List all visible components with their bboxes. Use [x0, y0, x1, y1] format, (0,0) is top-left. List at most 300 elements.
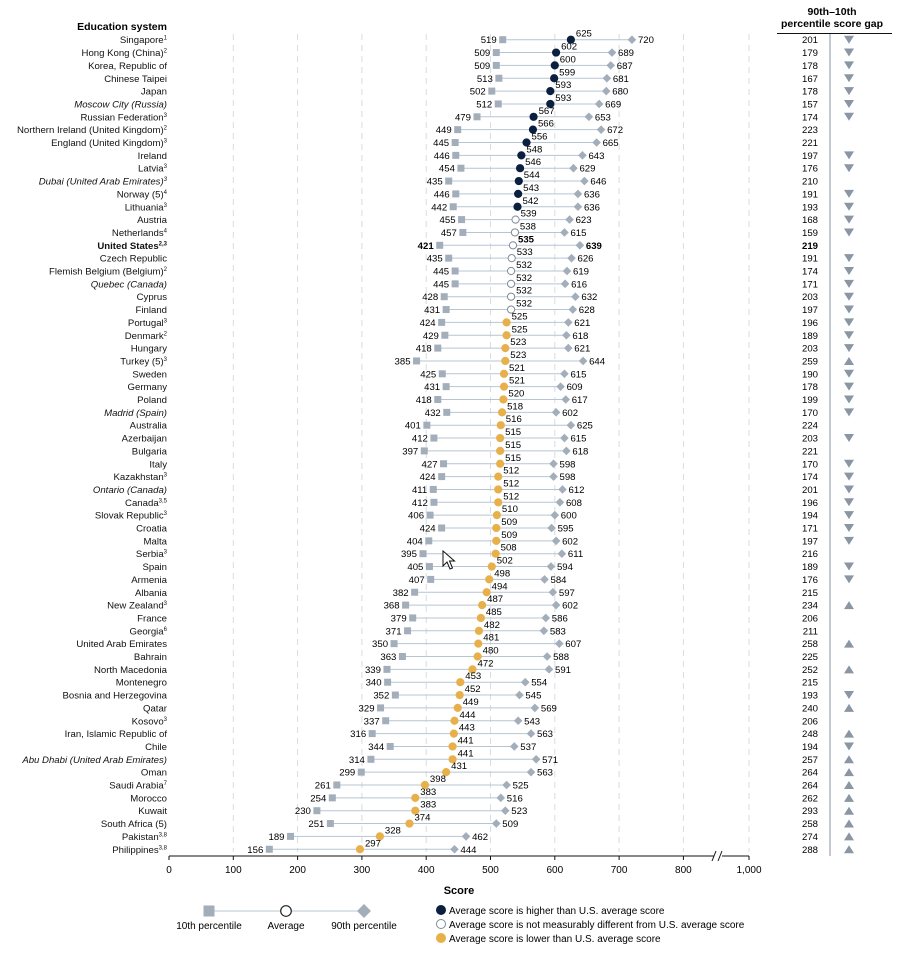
p10-label: 513: [476, 73, 493, 85]
p90-label: 672: [607, 125, 624, 137]
gap-value: 170: [801, 407, 818, 419]
row-label-name: Lithuania: [124, 202, 164, 214]
p90-label: 619: [573, 266, 590, 278]
row-label: [125, 331, 168, 342]
row-label-footnote: 4: [163, 228, 167, 235]
triangle-down-icon: [844, 370, 854, 378]
gap-value: 174: [801, 112, 818, 124]
row-label-name: Sweden: [132, 369, 167, 381]
p10-marker: [445, 255, 452, 262]
p90-marker: [549, 459, 558, 468]
average-label: 532: [516, 285, 533, 297]
p10-label: 435: [426, 176, 443, 188]
average-marker: [500, 370, 507, 377]
p90-marker: [532, 755, 541, 764]
average-marker: [503, 332, 510, 339]
p90-marker: [450, 845, 459, 854]
row-label-name: Poland: [137, 395, 167, 406]
average-label: 510: [501, 504, 518, 516]
p90-marker: [552, 537, 561, 546]
row-label: [120, 356, 167, 367]
average-label: 482: [483, 619, 500, 631]
p90-marker: [462, 832, 471, 841]
p10-label: 407: [408, 574, 425, 586]
x-tick-label: 500: [482, 865, 499, 876]
average-marker: [500, 396, 507, 403]
gap-value: 194: [801, 741, 818, 753]
p90-marker: [527, 768, 536, 777]
p10-marker: [383, 666, 390, 673]
p10-marker: [327, 820, 334, 827]
gap-value: 206: [801, 613, 818, 625]
p10-marker: [419, 550, 426, 557]
p90-marker: [571, 292, 580, 301]
triangle-down-icon: [844, 537, 854, 545]
average-marker: [495, 499, 502, 506]
p90-label: 665: [602, 138, 619, 149]
data-row: [100, 247, 854, 265]
row-label-name: Denmark: [124, 330, 164, 342]
p90-marker: [560, 370, 569, 379]
p10-label: 339: [364, 664, 381, 676]
data-row: [97, 234, 818, 252]
axis-break-mark: [718, 851, 722, 861]
average-label: 487: [487, 594, 504, 606]
p10-label: 344: [368, 741, 385, 753]
p10-label: 411: [411, 484, 428, 496]
p90-marker: [555, 639, 564, 648]
row-label-footnote: 3,5: [158, 498, 167, 505]
p10-marker: [443, 306, 450, 313]
gap-value: 174: [801, 472, 818, 484]
p10-label: 412: [411, 497, 428, 509]
p10-label: 254: [310, 793, 327, 805]
average-marker: [479, 602, 486, 609]
row-label-name: Qatar: [143, 703, 167, 715]
legend-avg-label: Average: [267, 921, 305, 932]
p90-marker: [552, 408, 561, 417]
p90-label: 615: [570, 227, 587, 239]
p90-label: 509: [502, 819, 519, 831]
row-label-name: Azerbaijan: [121, 433, 167, 445]
row-label: [114, 472, 168, 483]
p10-marker: [421, 447, 428, 454]
p90-label: 628: [578, 305, 595, 317]
p90-label: 594: [556, 562, 573, 574]
p90-label: 636: [583, 189, 600, 201]
data-row: [51, 132, 818, 150]
average-label: 383: [420, 799, 437, 811]
row-label: [136, 305, 167, 316]
data-row: [143, 697, 854, 715]
gap-value: 194: [801, 510, 818, 522]
row-header: Education system: [77, 21, 167, 33]
p10-label: 425: [420, 369, 437, 381]
row-label-footnote: 3,8: [158, 832, 167, 839]
p10-label: 368: [383, 600, 400, 612]
p10-marker: [473, 113, 480, 120]
row-label: [88, 61, 167, 72]
p10-marker: [413, 357, 420, 364]
row-label-footnote: 2,3: [158, 241, 167, 248]
row-label: [145, 742, 167, 753]
row-label: [51, 138, 168, 149]
p90-label: 525: [512, 780, 529, 792]
triangle-down-icon: [844, 524, 854, 532]
p10-marker: [358, 769, 365, 776]
average-label: 452: [464, 684, 481, 696]
p10-label: 445: [433, 279, 450, 291]
p10-label: 446: [433, 150, 450, 162]
average-label: 515: [505, 452, 522, 464]
triangle-down-icon: [844, 408, 854, 416]
p10-marker: [436, 242, 443, 249]
average-label: 525: [511, 324, 528, 336]
p90-label: 462: [472, 831, 489, 843]
data-row: [137, 286, 854, 304]
row-label-name: Hong Kong (China): [81, 48, 164, 60]
row-label: [91, 279, 167, 290]
p90-marker: [595, 100, 604, 109]
p10-marker: [329, 794, 336, 801]
row-label-name: Chile: [145, 741, 167, 753]
gap-value: 171: [801, 523, 818, 535]
gap-value: 259: [801, 356, 818, 368]
gap-value: 190: [801, 369, 818, 381]
data-row: [101, 813, 854, 831]
p90-marker: [608, 48, 617, 57]
data-row: [93, 478, 854, 496]
p10-marker: [387, 743, 394, 750]
average-label: 593: [555, 92, 572, 104]
average-marker: [502, 357, 509, 364]
row-label: [65, 729, 168, 740]
legend-not-different-label: Average score is not measurably different from U.S. average score: [449, 920, 745, 931]
average-label: 441: [457, 735, 474, 747]
average-label: 508: [500, 542, 517, 554]
gap-value: 203: [801, 292, 818, 304]
p10-marker: [266, 846, 273, 853]
triangle-up-icon: [844, 807, 854, 815]
p10-marker: [459, 229, 466, 236]
row-label: [122, 832, 168, 843]
data-row: [137, 389, 854, 407]
p90-marker: [531, 704, 540, 713]
p10-marker: [441, 332, 448, 339]
triangle-down-icon: [844, 460, 854, 468]
p10-label: 395: [400, 549, 417, 561]
p10-label: 314: [348, 754, 365, 766]
gap-value: 215: [801, 677, 818, 689]
x-tick-label: 600: [546, 865, 564, 876]
row-label: [97, 241, 167, 252]
p10-marker: [452, 190, 459, 197]
p10-marker: [434, 396, 441, 403]
row-label-name: United States: [97, 240, 159, 252]
data-row: [145, 735, 854, 753]
gap-value: 215: [801, 587, 818, 599]
average-marker: [493, 512, 500, 519]
row-label-footnote: 3: [163, 164, 167, 171]
row-label: [131, 344, 167, 355]
p10-label: 509: [474, 48, 491, 60]
p90-label: 621: [574, 343, 591, 355]
p90-label: 618: [572, 446, 589, 458]
p90-marker: [569, 305, 578, 314]
p10-marker: [430, 486, 437, 493]
row-label-name: Morocco: [130, 793, 167, 805]
p10-label: 230: [294, 806, 311, 818]
p90-label: 626: [577, 253, 594, 265]
p90-label: 621: [574, 317, 591, 329]
row-label: [132, 369, 167, 380]
row-label: [130, 626, 168, 637]
data-row: [80, 106, 854, 124]
data-row: [95, 504, 854, 522]
average-marker: [449, 743, 456, 750]
average-label: 567: [538, 105, 555, 117]
x-tick-label: 1,000: [736, 865, 762, 876]
data-row: [134, 646, 818, 664]
p90-label: 591: [555, 664, 572, 676]
p10-label: 479: [454, 112, 471, 124]
gap-value: 178: [801, 382, 818, 394]
average-label: 544: [523, 170, 540, 182]
p10-marker: [499, 36, 506, 43]
row-label-name: Bahrain: [133, 652, 167, 663]
p10-marker: [438, 525, 445, 532]
p90-marker: [543, 652, 552, 661]
triangle-down-icon: [844, 498, 854, 506]
average-label: 599: [559, 67, 576, 79]
row-label-name: Serbia: [135, 549, 164, 561]
data-row: [149, 453, 854, 471]
row-label-name: Portugal: [127, 317, 164, 329]
p90-label: 563: [537, 767, 554, 779]
data-row: [137, 607, 818, 625]
p10-label: 428: [422, 292, 439, 304]
p90-marker: [567, 421, 576, 430]
p90-label: 584: [550, 574, 567, 586]
p90-marker: [541, 614, 550, 623]
gap-value: 216: [801, 549, 818, 561]
p90-marker: [606, 61, 615, 70]
row-label-name: Australia: [129, 420, 167, 432]
gap-value: 159: [801, 227, 818, 239]
legend-p10-label: 10th percentile: [176, 921, 242, 932]
p90-label: 602: [562, 407, 579, 419]
row-label: [104, 408, 167, 419]
row-label-name: Austria: [137, 215, 167, 227]
legend-higher-marker: [437, 906, 446, 915]
grid-layer: [233, 34, 749, 852]
p10-marker: [457, 165, 464, 172]
row-label: [39, 177, 168, 188]
row-label-name: Abu Dhabi (United Arab Emirates): [22, 754, 167, 766]
p90-label: 643: [588, 150, 605, 162]
average-marker: [516, 165, 523, 172]
p90-label: 597: [558, 587, 575, 599]
p10-marker: [493, 49, 500, 56]
row-label-footnote: 3: [163, 356, 167, 363]
p10-label: 404: [406, 536, 423, 548]
p10-label: 445: [433, 138, 450, 149]
x-tick-label: 700: [610, 865, 628, 876]
gap-value: 178: [801, 60, 818, 72]
p90-marker: [501, 806, 510, 815]
gap-value: 196: [801, 497, 818, 509]
average-label: 525: [511, 311, 528, 323]
p90-label: 639: [585, 240, 602, 252]
p90-label: 689: [618, 48, 635, 60]
row-label-name: France: [137, 613, 167, 625]
triangle-down-icon: [844, 228, 854, 236]
gap-value: 210: [801, 176, 818, 188]
p90-label: 571: [542, 754, 559, 766]
average-marker: [507, 267, 514, 274]
average-label: 518: [507, 401, 524, 413]
data-row: [120, 29, 854, 47]
p90-label: 636: [583, 202, 600, 214]
p10-marker: [427, 512, 434, 519]
p90-marker: [565, 215, 574, 224]
gap-header-line2: percentile score gap: [780, 18, 884, 30]
p10-marker: [287, 833, 294, 840]
row-label: [125, 498, 168, 509]
triangle-up-icon: [844, 640, 854, 648]
row-label: [76, 639, 167, 650]
gap-value: 221: [801, 138, 818, 149]
row-label-name: Georgia: [129, 626, 164, 638]
average-label: 542: [522, 195, 539, 207]
p10-marker: [391, 640, 398, 647]
average-label: 539: [520, 208, 537, 220]
p10-label: 455: [439, 215, 456, 227]
average-label: 502: [496, 555, 513, 567]
p90-marker: [549, 588, 558, 597]
triangle-up-icon: [844, 730, 854, 738]
p90-marker: [592, 138, 601, 147]
p90-marker: [540, 575, 549, 584]
row-label-name: Northern Ireland (United Kingdom): [17, 125, 164, 137]
triangle-down-icon: [844, 36, 854, 44]
triangle-down-icon: [844, 74, 854, 82]
row-label-name: Kosovo: [131, 716, 164, 728]
triangle-down-icon: [844, 383, 854, 391]
row-label: [131, 575, 167, 586]
p90-marker: [502, 781, 511, 790]
triangle-up-icon: [844, 832, 854, 840]
legend-avg-marker: [281, 906, 292, 917]
triangle-up-icon: [844, 357, 854, 365]
row-label-name: Cyprus: [136, 292, 167, 304]
average-label: 556: [531, 131, 548, 143]
average-label: 523: [510, 337, 527, 349]
average-label: 532: [516, 272, 533, 284]
data-row: [135, 581, 818, 599]
average-marker: [518, 152, 525, 159]
row-label: [21, 755, 167, 766]
p90-marker: [556, 382, 565, 391]
p10-label: 512: [476, 99, 493, 111]
row-label: [100, 254, 167, 265]
triangle-up-icon: [844, 665, 854, 673]
p10-marker: [377, 704, 384, 711]
gap-value: 264: [801, 767, 818, 779]
p10-label: 299: [339, 767, 356, 779]
legend-p90-label: 90th percentile: [331, 921, 397, 932]
average-label: 383: [420, 786, 437, 798]
row-label: [130, 421, 168, 432]
p90-label: 611: [567, 549, 584, 561]
p10-marker: [409, 614, 416, 621]
p10-label: 421: [417, 240, 434, 252]
triangle-down-icon: [844, 267, 854, 275]
p10-marker: [452, 280, 459, 287]
p10-label: 432: [424, 407, 441, 419]
p90-label: 586: [551, 613, 568, 625]
p10-label: 509: [474, 60, 491, 72]
triangle-down-icon: [844, 164, 854, 172]
p90-marker: [492, 819, 501, 828]
row-label: [62, 691, 167, 702]
p90-label: 625: [576, 420, 593, 432]
row-label: [138, 164, 168, 175]
gap-value: 174: [801, 266, 818, 278]
row-label-name: Saudi Arabia: [109, 780, 164, 792]
average-marker: [552, 49, 559, 56]
p10-marker: [430, 499, 437, 506]
p90-marker: [580, 177, 589, 186]
data-row: [136, 517, 854, 535]
p90-label: 680: [612, 86, 629, 98]
average-marker: [502, 345, 509, 352]
p10-label: 424: [419, 523, 436, 535]
p10-marker: [438, 473, 445, 480]
average-marker: [515, 190, 522, 197]
p10-label: 449: [435, 125, 452, 137]
row-label: [132, 716, 168, 727]
row-label-name: New Zealand: [107, 600, 164, 612]
p10-marker: [454, 126, 461, 133]
data-row: [125, 196, 854, 214]
average-label: 494: [491, 581, 508, 593]
gap-value: 288: [801, 844, 818, 856]
p90-marker: [578, 151, 587, 160]
average-label: 521: [509, 362, 526, 374]
average-marker: [493, 524, 500, 531]
data-row: [125, 491, 854, 509]
row-label: [93, 485, 167, 496]
gap-value: 264: [801, 780, 818, 792]
p10-marker: [426, 563, 433, 570]
average-label: 566: [537, 118, 554, 130]
row-label-name: Canada: [125, 497, 159, 509]
gap-value: 262: [801, 793, 818, 805]
p10-marker: [427, 576, 434, 583]
gap-value: 178: [801, 86, 818, 98]
gap-value: 203: [801, 343, 818, 355]
average-label: 532: [516, 260, 533, 271]
average-marker: [475, 627, 482, 634]
p90-marker: [585, 113, 594, 122]
p90-label: 616: [571, 279, 588, 291]
p10-label: 502: [469, 86, 486, 98]
data-row: [109, 774, 854, 792]
p10-marker: [443, 383, 450, 390]
p10-label: 431: [424, 382, 441, 394]
row-label: [137, 395, 167, 406]
